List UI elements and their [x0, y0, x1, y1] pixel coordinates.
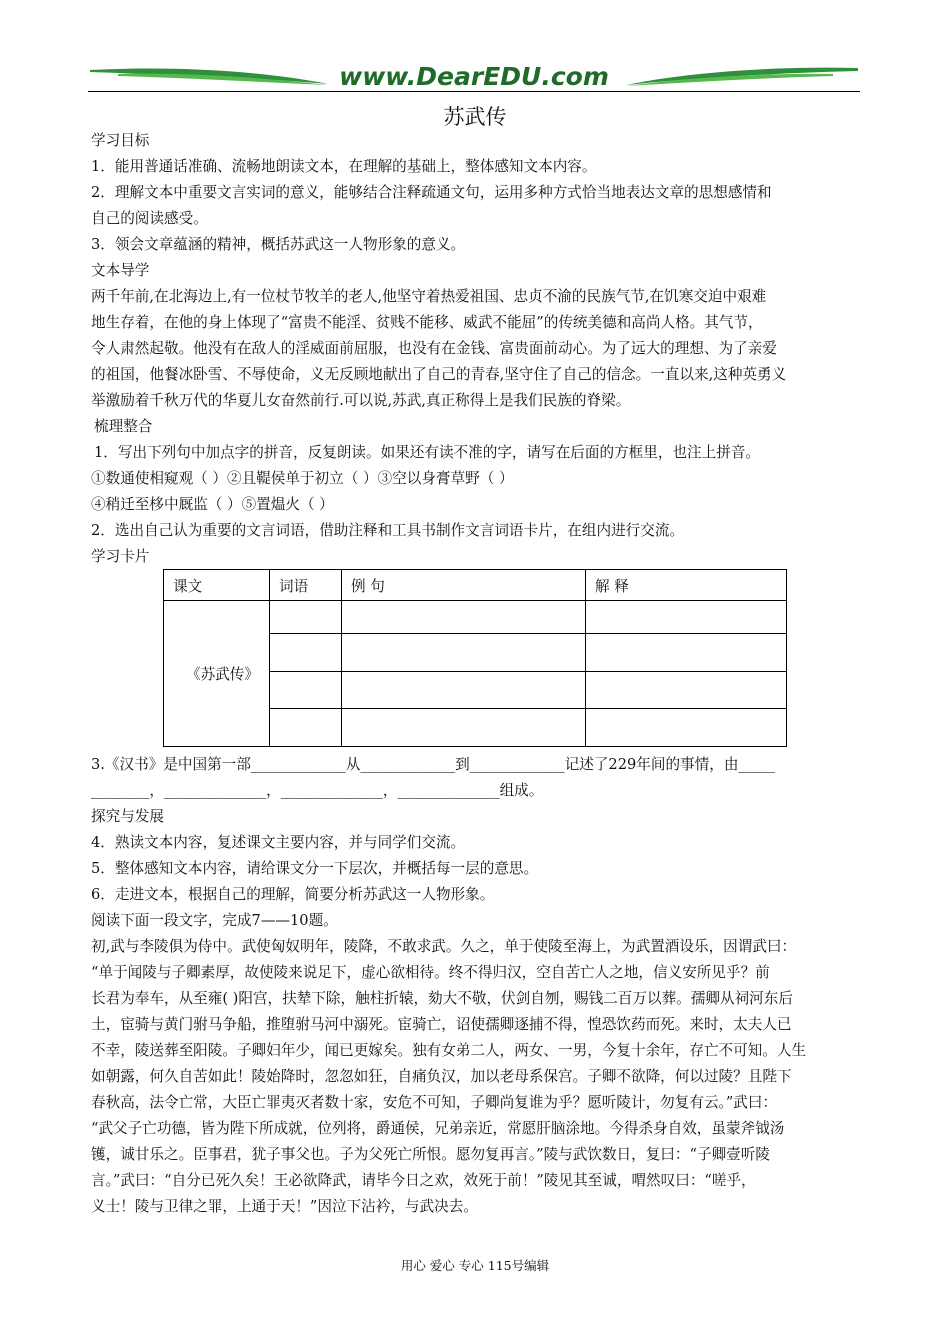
- table-cell: [586, 634, 787, 672]
- goal-item: 2．理解文本中重要文言实词的意义，能够结合注释疏通文句，运用多种方式恰当地表达文章的思想感情和: [91, 184, 772, 201]
- guide-line: 两千年前,在北海边上,有一位杖节牧羊的老人,他坚守着热爱祖国、忠贞不渝的民族气节,在饥寒交迫中艰难: [91, 288, 767, 305]
- reading-line: 言。”武曰：“自分已死久矣！王必欲降武，请毕今日之欢，效死于前！”陵见其至诚，喟然叹曰：“嗟乎，: [91, 1172, 756, 1189]
- sort-heading: 梳理整合: [94, 418, 153, 435]
- explore-item: 5．整体感知文本内容，请给课文分一下层次，并概括每一层的意思。: [91, 860, 539, 877]
- table-cell: [342, 672, 586, 709]
- guide-line: 举激励着千秋万代的华夏儿女奋然前行.可以说,苏武,真正称得上是我们民族的脊梁。: [91, 392, 631, 409]
- goals-heading: 学习目标: [91, 132, 150, 149]
- guide-heading: 文本导学: [91, 262, 150, 279]
- sort-line: 2．选出自己认为重要的文言词语，借助注释和工具书制作文言词语卡片，在组内进行交流。: [91, 522, 685, 539]
- guide-line: 地生存着，在他的身上体现了“富贵不能淫、贫贱不能移、威武不能屈”的传统美德和高尚人格。其气节，: [91, 314, 763, 331]
- explore-item: 6．走进文本，根据自己的理解，简要分析苏武这一人物形象。: [91, 886, 495, 903]
- goal-item: 1．能用普通话准确、流畅地朗读文本，在理解的基础上，整体感知文本内容。: [91, 158, 597, 175]
- card-label: 学习卡片: [91, 548, 150, 565]
- table-cell: [342, 634, 586, 672]
- page-footer: 用心 爱心 专心 115号编辑: [400, 1258, 550, 1273]
- table-cell: [342, 601, 586, 634]
- reading-line: “单于闻陵与子卿素厚，故使陵来说足下，虚心欲相待。终不得归汉，空自苦亡人之地，信义安所见乎？前: [91, 964, 770, 981]
- guide-line: 的祖国，他餐冰卧雪、不辱使命，义无反顾地献出了自己的青春,坚守住了自己的信念。一直以来,这种英勇义: [91, 366, 787, 383]
- site-header-banner: [88, 58, 860, 98]
- table-cell: [270, 601, 342, 634]
- sort-line: 1．写出下列句中加点字的拼音，反复朗读。如果还有读不准的字，请写在后面的方框里，也注上拼音。: [94, 444, 761, 461]
- table-header: 解 释: [586, 570, 787, 601]
- table-cell: [342, 709, 586, 747]
- table-cell: [270, 709, 342, 747]
- reading-line: 初,武与李陵俱为侍中。武使匈奴明年，陵降，不敢求武。久之，单于使陵至海上，为武置酒设乐，因谓武曰：: [91, 938, 797, 955]
- sort-line: ④稍迁至栘中厩监（ ）⑤置煴火（ ）: [91, 496, 334, 513]
- guide-line: 令人肃然起敬。他没有在敌人的淫威面前屈服，也没有在金钱、富贵面前动心。为了远大的理想、为了亲爱: [91, 340, 777, 357]
- reading-line: 义士！陵与卫律之罪，上通于天！”因泣下沾衿，与武决去。: [91, 1198, 478, 1215]
- reading-line: 如朝露，何久自苦如此！陵始降时，忽忽如狂，自痛负汉，加以老母系保宫。子卿不欲降，何以过陵？且陛下: [91, 1068, 792, 1085]
- reading-intro: 阅读下面一段文字，完成7——10题。: [91, 912, 338, 929]
- explore-heading: 探究与发展: [91, 808, 164, 825]
- reading-line: 不幸，陵送葬至阳陵。子卿妇年少，闻已更嫁矣。独有女弟二人，两女、一男，今复十余年，存亡不可知。人生: [91, 1042, 807, 1059]
- sort-line: ①数通使相窥观（ ）②且鞮侯单于初立（ ）③空以身膏草野（ ）: [91, 470, 514, 487]
- table-header: 例 句: [342, 570, 586, 601]
- table-header: 词语: [270, 570, 342, 601]
- table-cell: [270, 634, 342, 672]
- header-rule: [88, 91, 860, 92]
- goal-item: 3．领会文章蕴涵的精神，概括苏武这一人物形象的意义。: [91, 236, 466, 253]
- goal-item: 自己的阅读感受。: [91, 210, 208, 227]
- table-header: 课文: [164, 570, 270, 601]
- table-cell: [270, 672, 342, 709]
- question-3-line: ________，______________，______________，______________组成。: [91, 782, 544, 799]
- study-card-table: [163, 569, 787, 747]
- table-row-label: 《苏武传》: [164, 601, 270, 747]
- reading-line: 镬，诚甘乐之。臣事君，犹子事父也。子为父死亡所恨。愿勿复再言。”陵与武饮数日，复曰：“子卿壹听陵: [91, 1146, 770, 1163]
- reading-line: “武父子亡功德，皆为陛下所成就，位列将，爵通侯，兄弟亲近，常愿肝脑涂地。今得杀身自效，虽蒙斧钺汤: [91, 1120, 785, 1137]
- site-logo: www.DearEDU.com: [339, 62, 609, 91]
- reading-line: 春秋高，法令亡常，大臣亡罪夷灭者数十家，安危不可知，子卿尚复谁为乎？愿听陵计，勿复有云。”武曰：: [91, 1094, 778, 1111]
- question-3-line: 3.《汉书》是中国第一部_____________从_____________到_____________记述了229年间的事情，由_____: [91, 756, 775, 773]
- table-cell: [586, 709, 787, 747]
- page-title: 苏武传: [443, 105, 507, 129]
- reading-line: 长君为奉车，从至雍( )阳宫，扶辇下除，触柱折辕，劾大不敬，伏剑自刎，赐钱二百万以葬。孺卿从祠河东后: [91, 990, 793, 1007]
- reading-line: 土，宦骑与黄门驸马争船，推堕驸马河中溺死。宦骑亡，诏使孺卿逐捕不得，惶恐饮药而死。来时，太夫人已: [91, 1016, 792, 1033]
- table-cell: [586, 601, 787, 634]
- table-cell: [586, 672, 787, 709]
- explore-item: 4．熟读文本内容，复述课文主要内容，并与同学们交流。: [91, 834, 466, 851]
